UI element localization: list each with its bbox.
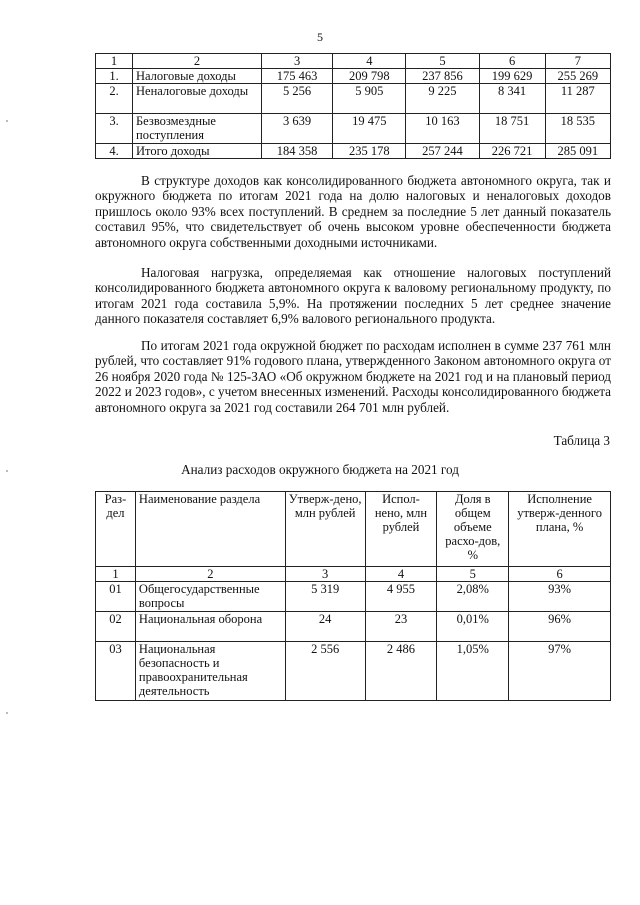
scan-dot (6, 470, 8, 472)
row-name: Безвозмездные поступления (133, 114, 262, 144)
row-number: 3. (96, 114, 133, 144)
table-row (96, 642, 611, 701)
row-name: Налоговые доходы (133, 69, 262, 84)
scan-dot (6, 712, 8, 714)
table-label: Таблица 3 (553, 433, 610, 448)
col-number: 1 (96, 54, 133, 69)
executed-value: 4 955 (365, 582, 437, 612)
table-row (96, 114, 611, 144)
approved-value: 5 319 (285, 582, 365, 612)
scan-dot (6, 120, 8, 122)
row-number: 1. (96, 69, 133, 84)
expenditure-table (95, 491, 611, 701)
col-number: 5 (406, 54, 479, 69)
cell-value: 285 091 (545, 144, 610, 159)
cell-value: 257 244 (406, 144, 479, 159)
executed-value: 2 486 (365, 642, 437, 701)
section-name: Общегосударственные вопросы (135, 582, 285, 612)
header-executed: Испол-нено, млн рублей (365, 492, 437, 567)
table-row (96, 144, 611, 159)
col-number: 7 (545, 54, 610, 69)
header-section: Раз-дел (96, 492, 136, 567)
executed-value: 23 (365, 612, 437, 642)
execution-value: 97% (509, 642, 611, 701)
cell-value: 8 341 (479, 84, 545, 114)
row-name: Итого доходы (133, 144, 262, 159)
cell-value: 5 256 (261, 84, 332, 114)
cell-value: 226 721 (479, 144, 545, 159)
col-number: 2 (133, 54, 262, 69)
col-number: 6 (479, 54, 545, 69)
table-row (96, 84, 611, 114)
header-section-name: Наименование раздела (135, 492, 285, 567)
cell-value: 237 856 (406, 69, 479, 84)
page-number: 5 (317, 30, 323, 44)
header-approved: Утверж-дено, млн рублей (285, 492, 365, 567)
share-value: 0,01% (437, 612, 509, 642)
row-number: 4. (96, 144, 133, 159)
cell-value: 209 798 (333, 69, 406, 84)
cell-value: 235 178 (333, 144, 406, 159)
section-name: Национальная безопасность и правоохранительная деятельность (135, 642, 285, 701)
execution-value: 96% (509, 612, 611, 642)
paragraph-revenue-structure: В структуре доходов как консолидированного бюджета автономного округа, так и окружного бюджета по итогам 2021 года на долю налоговых и неналоговых доходов пришлось около 93% всех поступлений. В среднем за последние 5 лет данный показатель составил 95%, что свидетельствует об очень высоком уровне обеспеченности бюджета автономного округа собственными доходными источниками. (95, 173, 611, 250)
paragraph-tax-burden: Налоговая нагрузка, определяемая как отношение налоговых поступлений консолидированного бюджета автономного округа к валовому региональному продукту, по итогам 2021 года составила 5,9%. На протяжении последних 5 лет среднее значение данного показателя составляет 6,9% валового регионального продукта. (95, 265, 611, 327)
paragraph-expenditure: По итогам 2021 года окружной бюджет по расходам исполнен в сумме 237 761 млн рублей, что составляет 91% годового плана, утвержденного Законом автономного округа от 26 ноября 2020 года № 125-ЗАО «Об окружном бюджете на 2021 год и на плановый период 2022 и 2023 годов», с учетом внесенных изменений. Расходы консолидированного бюджета автономного округа за 2021 год составили 264 701 млн рублей. (95, 338, 611, 415)
cell-value: 3 639 (261, 114, 332, 144)
cell-value: 10 163 (406, 114, 479, 144)
section-code: 03 (96, 642, 136, 701)
cell-value: 175 463 (261, 69, 332, 84)
table-header-row (96, 54, 611, 69)
table-header-row (96, 492, 611, 567)
header-share: Доля в общем объеме расхо-дов, % (437, 492, 509, 567)
col-number: 4 (333, 54, 406, 69)
col-number: 2 (135, 567, 285, 582)
row-number: 2. (96, 84, 133, 114)
share-value: 2,08% (437, 582, 509, 612)
share-value: 1,05% (437, 642, 509, 701)
column-number-row (96, 567, 611, 582)
execution-value: 93% (509, 582, 611, 612)
row-name: Неналоговые доходы (133, 84, 262, 114)
cell-value: 199 629 (479, 69, 545, 84)
cell-value: 255 269 (545, 69, 610, 84)
table-row (96, 582, 611, 612)
table-row (96, 612, 611, 642)
cell-value: 18 751 (479, 114, 545, 144)
cell-value: 11 287 (545, 84, 610, 114)
table-row (96, 69, 611, 84)
revenue-table (95, 53, 611, 159)
approved-value: 2 556 (285, 642, 365, 701)
section-code: 02 (96, 612, 136, 642)
col-number: 4 (365, 567, 437, 582)
col-number: 1 (96, 567, 136, 582)
cell-value: 5 905 (333, 84, 406, 114)
cell-value: 19 475 (333, 114, 406, 144)
section-name: Национальная оборона (135, 612, 285, 642)
cell-value: 184 358 (261, 144, 332, 159)
approved-value: 24 (285, 612, 365, 642)
cell-value: 18 535 (545, 114, 610, 144)
col-number: 6 (509, 567, 611, 582)
table-title: Анализ расходов окружного бюджета на 2021 год (181, 462, 459, 477)
col-number: 5 (437, 567, 509, 582)
section-code: 01 (96, 582, 136, 612)
col-number: 3 (285, 567, 365, 582)
cell-value: 9 225 (406, 84, 479, 114)
header-execution: Исполнение утверж-денного плана, % (509, 492, 611, 567)
col-number: 3 (261, 54, 332, 69)
